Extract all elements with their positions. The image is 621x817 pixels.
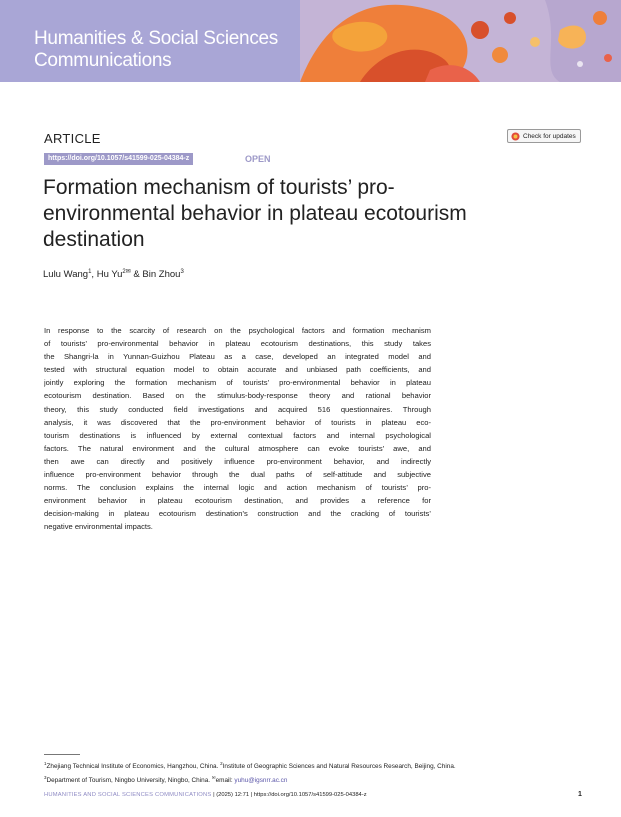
title-line: environmental behavior in plateau ecotourism — [43, 202, 467, 225]
author-affiliation: 2✉ — [122, 269, 131, 275]
author-separator: , — [91, 269, 97, 281]
author-list — [43, 268, 184, 280]
page-footer — [44, 792, 367, 798]
email-label: email: — [215, 776, 235, 784]
doi-link[interactable]: https://doi.org/10.1057/s41599-025-04384-z — [44, 153, 193, 165]
abstract-line: theory, this study conducted field investigations and acquired 516 questionnaires. Through — [44, 404, 431, 414]
footer-citation[interactable]: | (2025) 12:71 | https://doi.org/10.1057/s41599-025-04384-z — [211, 792, 367, 798]
affiliation-marker: 3 — [44, 774, 47, 780]
affiliation-text: Zhejiang Technical Institute of Economics, Hangzhou, China. — [46, 763, 221, 771]
abstract-line: norms. The conclusion explains the internal logic and action mechanism of tourists’ pro- — [44, 483, 431, 493]
footer-journal-name: HUMANITIES AND SOCIAL SCIENCES COMMUNICATIONS — [44, 792, 212, 798]
author-separator: & — [130, 269, 143, 281]
author-name[interactable]: Bin Zhou — [142, 269, 181, 281]
journal-banner — [0, 0, 621, 82]
title-line: Formation mechanism of tourists’ pro- — [43, 176, 395, 199]
article-type-label: ARTICLE — [44, 131, 101, 146]
abstract-line: influence pro-environment behavior through the dual paths of self-attitude and subjective — [44, 470, 431, 480]
article-title — [43, 175, 563, 253]
affiliations-footnote — [44, 759, 456, 786]
check-updates-icon — [511, 132, 520, 141]
page-number: 1 — [578, 791, 582, 798]
affiliation-text: Institute of Geographic Sciences and Natural Resources Research, Beijing, China. — [222, 763, 456, 771]
abstract-line: decision-making in plateau ecotourism destination’s construction and the cracking of tourists’ — [44, 509, 431, 519]
footnote-line — [44, 759, 456, 773]
journal-name — [34, 28, 278, 72]
journal-name-line2: Communications — [34, 50, 172, 71]
author-name[interactable]: Lulu Wang — [43, 269, 89, 281]
abstract-line: environment behavior in plateau ecotourism destination, and provides a reference for — [44, 496, 431, 506]
abstract-line: tested with structural equation model to obtain accurate and unbiased path coefficients, and — [44, 365, 431, 375]
abstract-line: the Shangri-la in Yunnan-Guizhou Plateau as a case, developed an integrated model and — [44, 352, 431, 362]
abstract-line: ecotourism destination. Based on the stimulus-body-response theory and rational behavior — [44, 391, 431, 401]
author-name[interactable]: Hu Yu — [96, 269, 123, 281]
check-updates-label: Check for updates — [523, 132, 576, 140]
author-affiliation: 3 — [180, 269, 184, 275]
email-icon: ✉ — [211, 774, 216, 780]
affiliation-marker: 2 — [220, 761, 223, 766]
affiliation-text: Department of Tourism, Ningbo University, Ningbo, China. — [46, 776, 212, 784]
abstract-line: jointly exploring the formation mechanism of tourists’ pro-environmental behavior in plateau — [44, 378, 431, 388]
footnote-divider — [44, 754, 80, 755]
abstract-line: tourism destinations is influenced by external contextual factors and internal psychological — [44, 430, 431, 440]
abstract — [44, 324, 431, 534]
affiliation-marker: 1 — [44, 761, 47, 766]
abstract-line: factors. The natural environment and the cultural atmosphere can evoke tourists’ awe, and — [44, 443, 431, 453]
open-access-label: OPEN — [245, 154, 271, 164]
abstract-line: negative environmental impacts. — [44, 522, 153, 532]
abstract-line: analysis, it was discovered that the pro-environment behavior of tourists in plateau eco- — [44, 417, 431, 427]
email-link[interactable]: yuhu@igsnrr.ac.cn — [234, 776, 288, 784]
author-affiliation: 1 — [88, 269, 92, 275]
footnote-line — [44, 773, 456, 787]
abstract-line: In response to the scarcity of research on the psychological factors and formation mechanism — [44, 326, 431, 335]
abstract-line: then awe can directly and positively influence pro-environment behavior, and indirectly — [44, 456, 431, 466]
check-for-updates-button[interactable] — [507, 129, 581, 143]
journal-name-line1: Humanities & Social Sciences — [34, 28, 278, 49]
title-line: destination — [43, 228, 145, 251]
abstract-line: of tourists’ pro-environmental behavior in plateau ecotourism destinations, this study takes — [44, 339, 431, 349]
